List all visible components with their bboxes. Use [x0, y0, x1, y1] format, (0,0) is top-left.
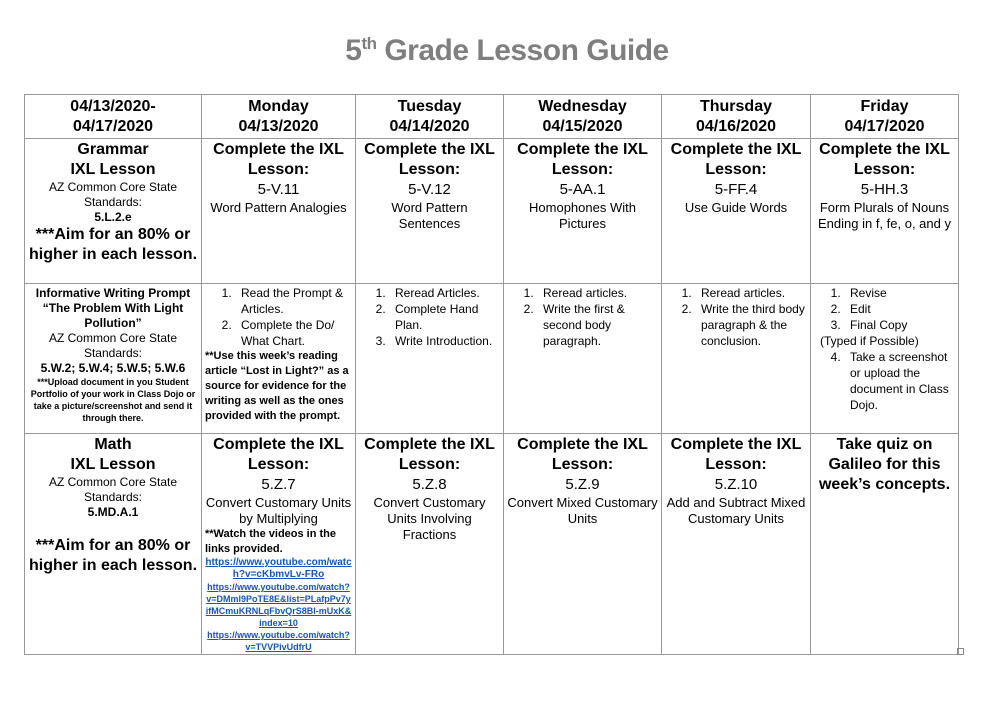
header-tuesday: Tuesday 04/14/2020: [356, 95, 504, 139]
grammar-wednesday: Complete the IXL Lesson: 5-AA.1 Homophones With Pictures: [504, 139, 662, 284]
math-thursday: Complete the IXL Lesson: 5.Z.10 Add and Subtract Mixed Customary Units: [662, 434, 811, 655]
table-resize-handle[interactable]: [957, 648, 964, 655]
video-link-2[interactable]: https://www.youtube.com/watch?v=DMml9PoTE8E&list=PLafpPv7yifMCmuKRNLqFbvQrS8Bl-mUxK&index=10: [205, 582, 352, 628]
writing-subject: Informative Writing Prompt “The Problem With Light Pollution” AZ Common Core State Standards: 5.W.2; 5.W.4; 5.W.5; 5.W.6 ***Upload document in you Student Portfolio of your work in Class Dojo or take a picture/screenshot and send it through there.: [25, 284, 202, 434]
math-tuesday: Complete the IXL Lesson: 5.Z.8 Convert Customary Units Involving Fractions: [356, 434, 504, 655]
math-monday: Complete the IXL Lesson: 5.Z.7 Convert Customary Units by Multiplying **Watch the videos in the links provided. https://www.youtube.com/watch?v=cKbmvLv-FRo https://www.youtube.com/watch?v=DMml9PoTE8E&list=PLafpPv7yifMCmuKRNLqFbvQrS8Bl-mUxK&index=10 https://www.youtube.com/watch?v=TVVPivUdfrU: [202, 434, 356, 655]
header-week: 04/13/2020- 04/17/2020: [25, 95, 202, 139]
header-wednesday: Wednesday 04/15/2020: [504, 95, 662, 139]
math-subject: Math IXL Lesson AZ Common Core State Standards: 5.MD.A.1 ***Aim for an 80% or higher in each lesson.: [25, 434, 202, 655]
grammar-tuesday: Complete the IXL Lesson: 5-V.12 Word Pattern Sentences: [356, 139, 504, 284]
writing-tuesday: 1. Reread Articles. 2. Complete Hand Plan. 3. Write Introduction.: [356, 284, 504, 434]
grammar-friday: Complete the IXL Lesson: 5-HH.3 Form Plurals of Nouns Ending in f, fe, o, and y: [811, 139, 959, 284]
header-monday: Monday 04/13/2020: [202, 95, 356, 139]
grammar-row: [25, 139, 959, 284]
grammar-monday: Complete the IXL Lesson: 5-V.11 Word Pattern Analogies: [202, 139, 356, 284]
header-thursday: Thursday 04/16/2020: [662, 95, 811, 139]
math-friday: Take quiz on Galileo for this week’s concepts.: [811, 434, 959, 655]
math-row: [25, 434, 959, 655]
writing-friday: 1. Revise 2. Edit 3. Final Copy (Typed if Possible) 4. Take a screenshot or upload the document in Class Dojo.: [811, 284, 959, 434]
grammar-thursday: Complete the IXL Lesson: 5-FF.4 Use Guide Words: [662, 139, 811, 284]
writing-thursday: 1. Reread articles. 2. Write the third body paragraph & the conclusion.: [662, 284, 811, 434]
writing-monday: 1. Read the Prompt & Articles. 2. Complete the Do/ What Chart. **Use this week’s reading article “Lost in Light?” as a source for evidence for the writing as well as the ones provided with the prompt.: [202, 284, 356, 434]
lesson-table: [24, 94, 959, 655]
writing-row: [25, 284, 959, 434]
grammar-subject: Grammar IXL Lesson AZ Common Core State Standards: 5.L.2.e ***Aim for an 80% or higher in each lesson.: [25, 139, 202, 284]
video-link-3[interactable]: https://www.youtube.com/watch?v=TVVPivUdfrU: [207, 630, 350, 652]
video-link-1[interactable]: https://www.youtube.com/watch?v=cKbmvLv-FRo: [205, 557, 352, 580]
writing-wednesday: 1. Reread articles. 2. Write the first & second body paragraph.: [504, 284, 662, 434]
header-row: [25, 95, 959, 139]
header-friday: Friday 04/17/2020: [811, 95, 959, 139]
page-title: 5th Grade Lesson Guide: [345, 34, 669, 67]
math-wednesday: Complete the IXL Lesson: 5.Z.9 Convert Mixed Customary Units: [504, 434, 662, 655]
